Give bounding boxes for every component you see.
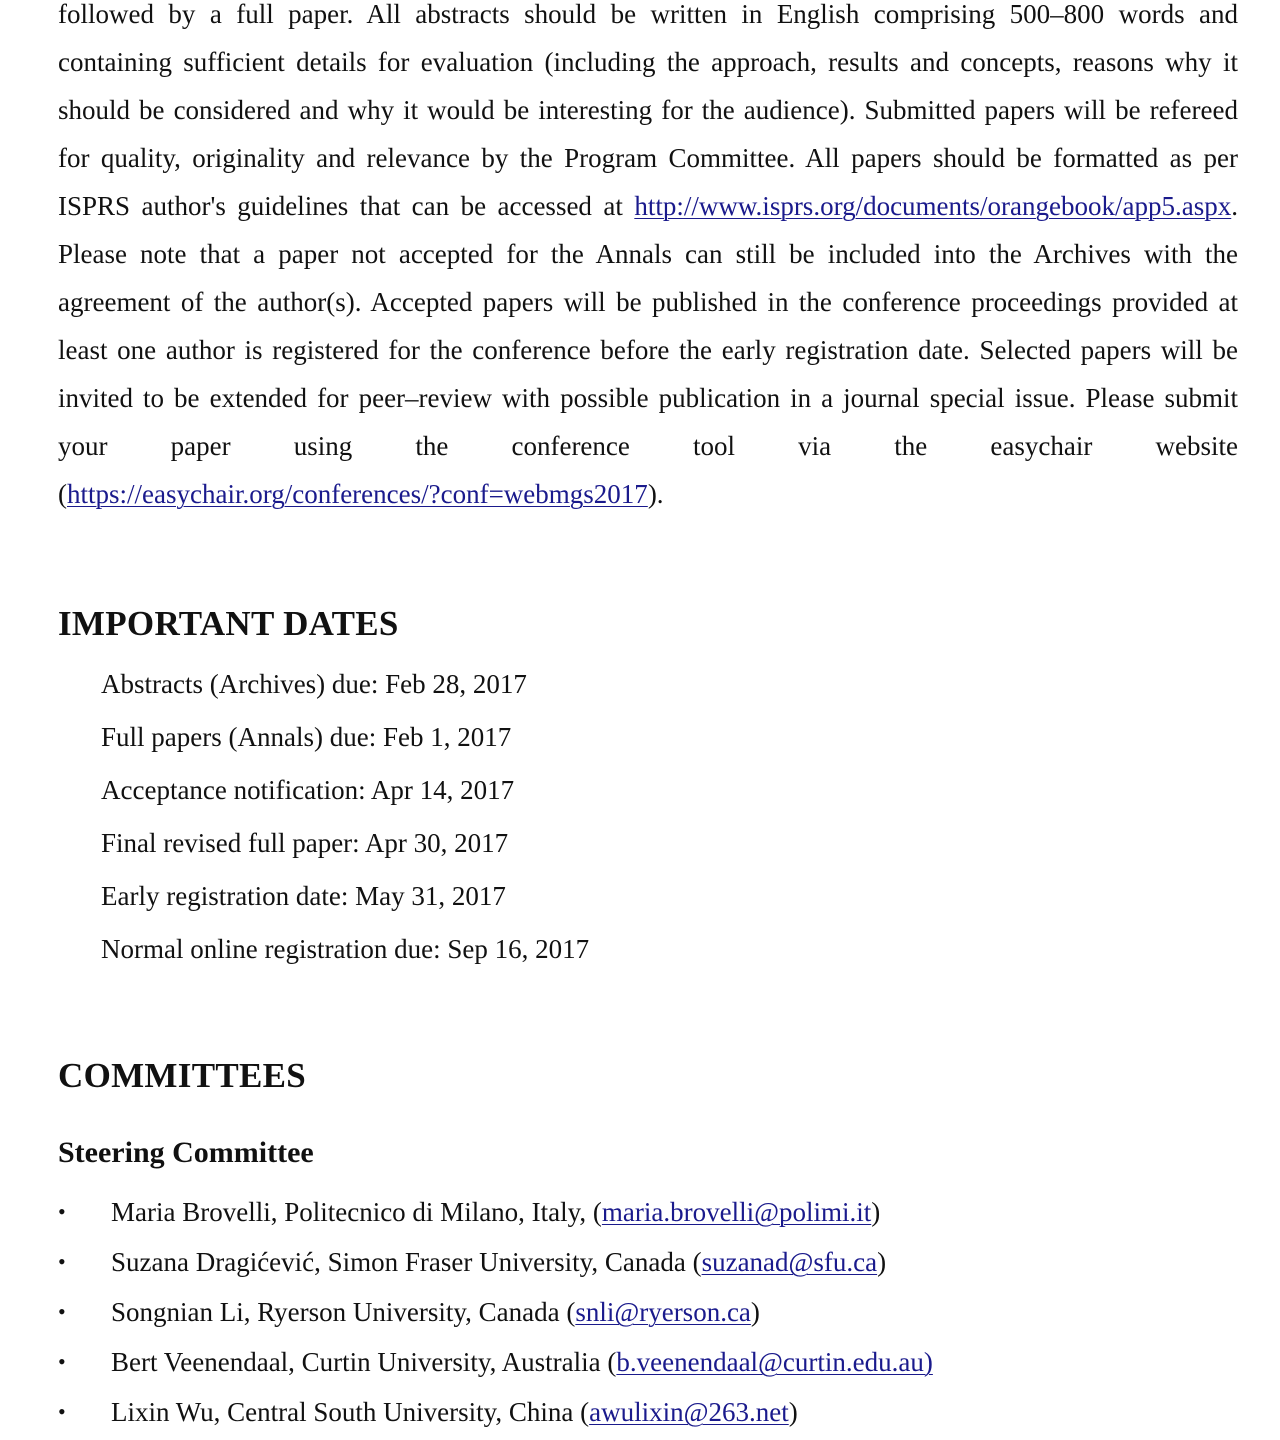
steering-committee-list	[58, 1190, 933, 1440]
date-item: Full papers (Annals) due: Feb 1, 2017	[101, 722, 512, 752]
member-email-link[interactable]: awulixin@263.net	[589, 1397, 789, 1427]
member-text-end: )	[750, 1297, 760, 1327]
bullet-icon: •	[58, 1399, 66, 1424]
paragraph-word: website	[1155, 431, 1238, 461]
committees-heading: COMMITTEES	[58, 1056, 307, 1095]
date-item: Abstracts (Archives) due: Feb 28, 2017	[101, 669, 527, 699]
paragraph-word: via	[798, 431, 832, 461]
committee-member	[58, 1290, 933, 1340]
paragraph-word: the	[415, 431, 449, 461]
member-email-link[interactable]: snli@ryerson.ca	[575, 1297, 751, 1327]
paragraph-word: tool	[693, 431, 736, 461]
bullet-icon: •	[58, 1299, 66, 1324]
member-text: Maria Brovelli, Politecnico di Milano, Italy, (	[111, 1197, 602, 1227]
date-item: Early registration date: May 31, 2017	[101, 881, 506, 911]
member-text: Lixin Wu, Central South University, China (	[111, 1397, 590, 1427]
bullet-icon: •	[58, 1349, 66, 1374]
date-item: Acceptance notification: Apr 14, 2017	[101, 775, 515, 805]
member-text: Songnian Li, Ryerson University, Canada (	[111, 1297, 576, 1327]
member-text-end: )	[871, 1197, 881, 1227]
important-dates-heading: IMPORTANT DATES	[58, 604, 399, 643]
paragraph-line	[58, 182, 1238, 230]
steering-committee-heading: Steering Committee	[58, 1136, 314, 1169]
paragraph-line: Please note that a paper not accepted for the Annals can still be included into the Archives with the	[58, 239, 1238, 269]
paragraph-word: using	[293, 431, 353, 461]
member-text-end: )	[788, 1397, 798, 1427]
paragraph-word: easychair	[990, 431, 1093, 461]
paragraph-line: for quality, originality and relevance by the Program Committee. All papers should be formatted as per	[58, 143, 1238, 173]
paragraph-line	[58, 470, 1238, 518]
paragraph-line: should be considered and why it would be interesting for the audience). Submitted papers will be refereed	[58, 95, 1238, 125]
paragraph-line: least one author is registered for the conference before the early registration date. Selected papers will be	[58, 335, 1238, 365]
paragraph-text: (	[58, 479, 67, 509]
easychair-link[interactable]: https://easychair.org/conferences/?conf=webmgs2017	[67, 479, 648, 509]
paragraph-text: ).	[647, 479, 664, 509]
date-item: Normal online registration due: Sep 16, 2017	[101, 934, 590, 964]
isprs-guidelines-link[interactable]: http://www.isprs.org/documents/orangebook/app5.aspx	[634, 191, 1232, 221]
member-email-link[interactable]: maria.brovelli@polimi.it	[601, 1197, 872, 1227]
member-email-link[interactable]: b.veenendaal@curtin.edu.au)	[616, 1347, 933, 1377]
date-item: Final revised full paper: Apr 30, 2017	[101, 828, 509, 858]
committee-member	[58, 1190, 933, 1240]
committee-member	[58, 1340, 933, 1390]
member-email-link[interactable]: suzanad@sfu.ca	[701, 1247, 878, 1277]
member-text: Bert Veenendaal, Curtin University, Australia (	[111, 1347, 617, 1377]
bullet-icon: •	[58, 1249, 66, 1274]
paragraph-word: the	[894, 431, 928, 461]
paragraph-word: conference	[511, 431, 630, 461]
paragraph-word: your	[58, 431, 108, 461]
committee-member	[58, 1240, 933, 1290]
paragraph-line	[58, 422, 1238, 470]
submission-paragraph	[58, 0, 1238, 518]
important-dates-list	[101, 662, 589, 980]
paragraph-line: containing sufficient details for evaluation (including the approach, results and concepts, reasons why it	[58, 47, 1238, 77]
paragraph-text: .	[1231, 191, 1238, 221]
paragraph-line: followed by a full paper. All abstracts should be written in English comprising 500–800 words and	[58, 0, 1238, 29]
paragraph-text: ISPRS author's guidelines that can be accessed at	[58, 191, 635, 221]
bullet-icon: •	[58, 1199, 66, 1224]
paragraph-line: invited to be extended for peer–review with possible publication in a journal special issue. Please submit	[58, 383, 1238, 413]
member-text-end: )	[877, 1247, 887, 1277]
paragraph-line: agreement of the author(s). Accepted papers will be published in the conference proceedings provided at	[58, 287, 1238, 317]
paragraph-word: paper	[170, 431, 231, 461]
member-text: Suzana Dragićević, Simon Fraser University, Canada (	[111, 1247, 702, 1277]
